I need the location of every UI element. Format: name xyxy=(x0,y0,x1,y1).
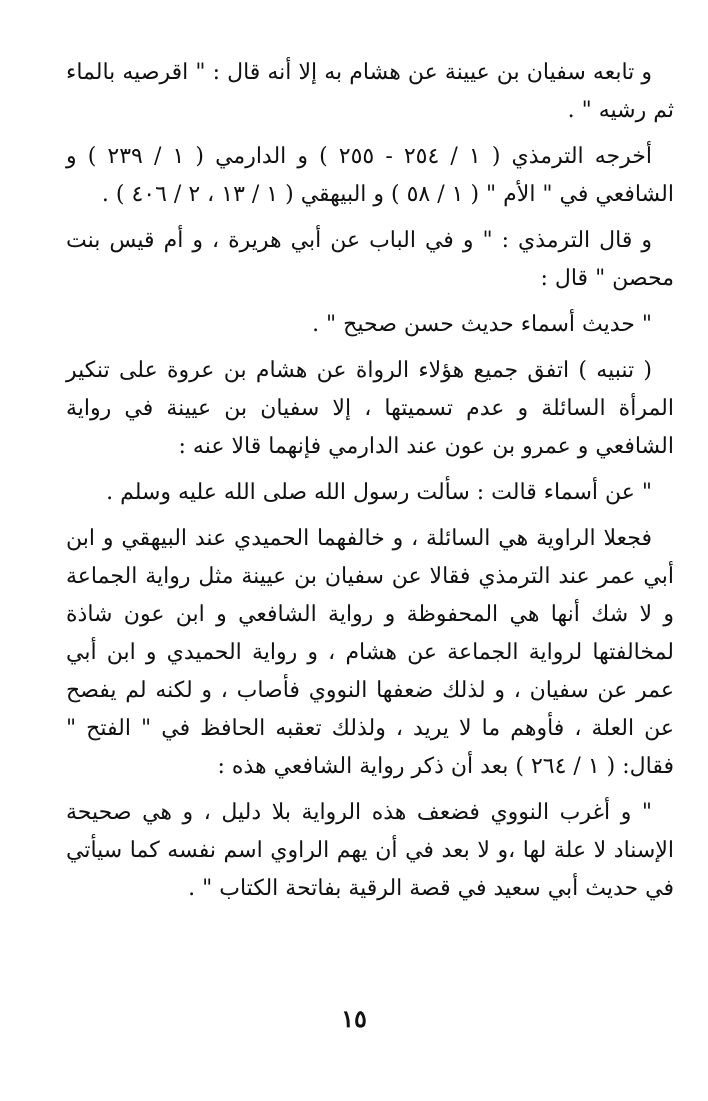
page-number: ١٥ xyxy=(341,1004,367,1033)
paragraph-asma-quote: " عن أسماء قالت : سألت رسول الله صلى الله عليه وسلم . xyxy=(106,480,652,505)
body-text xyxy=(66,54,674,916)
paragraph-analysis: فجعلا الراوية هي السائلة ، و خالفهما الحميدي عند البيهقي و ابن أبي عمر عند الترمذي فقالا عن سفيان بن عيينة مثل رواية الجماعة و لا شك أنها هي المحفوظة و رواية الشافعي و ابن عون شاذة لمخالفتها لرواية الجماعة عن هشام ، و رواية الحميدي و ابن أبي عمر عن سفيان ، و لذلك ضعفها النووي فأصاب ، و لكنه لم يفصح عن العلة ، فأوهم ما لا يريد ، ولذلك تعقبه الحافظ في " الفتح " فقال: ( ١ / ٢٦٤ ) بعد أن ذكر رواية الشافعي هذه : xyxy=(66,526,674,779)
paragraph-hadith-grade: " حديث أسماء حديث حسن صحيح " . xyxy=(312,312,652,337)
paragraph-takhrij: أخرجه الترمذي ( ١ / ٢٥٤ - ٢٥٥ ) و الدارمي ( ١ / ٢٣٩ ) و الشافعي في " الأم " ( ١ / ٥٨ ) و البيهقي ( ١ / ١٣ ، ٢ / ٤٠٦ ) . xyxy=(66,144,674,207)
paragraph-hafiz-quote: " و أغرب النووي فضعف هذه الرواية بلا دليل ، و هي صحيحة الإسناد لا علة لها ،و لا بعد في أن يهم الراوي اسم نفسه كما سيأتي في حديث أبي سعيد في قصة الرقية بفاتحة الكتاب " . xyxy=(66,800,674,901)
paragraph-tirmidhi-said: و قال الترمذي : " و في الباب عن أبي هريرة ، و أم قيس بنت محصن " قال : xyxy=(66,228,674,291)
paragraph-sufyan-follow: و تابعه سفيان بن عيينة عن هشام به إلا أنه قال : " اقرصيه بالماء ثم رشيه " . xyxy=(66,60,674,123)
paragraph-tanbih: ( تنبيه ) اتفق جميع هؤلاء الرواة عن هشام بن عروة على تنكير المرأة السائلة و عدم تسميتها ، إلا سفيان بن عيينة في رواية الشافعي و عمرو بن عون عند الدارمي فإنهما قالا عنه : xyxy=(66,358,674,459)
